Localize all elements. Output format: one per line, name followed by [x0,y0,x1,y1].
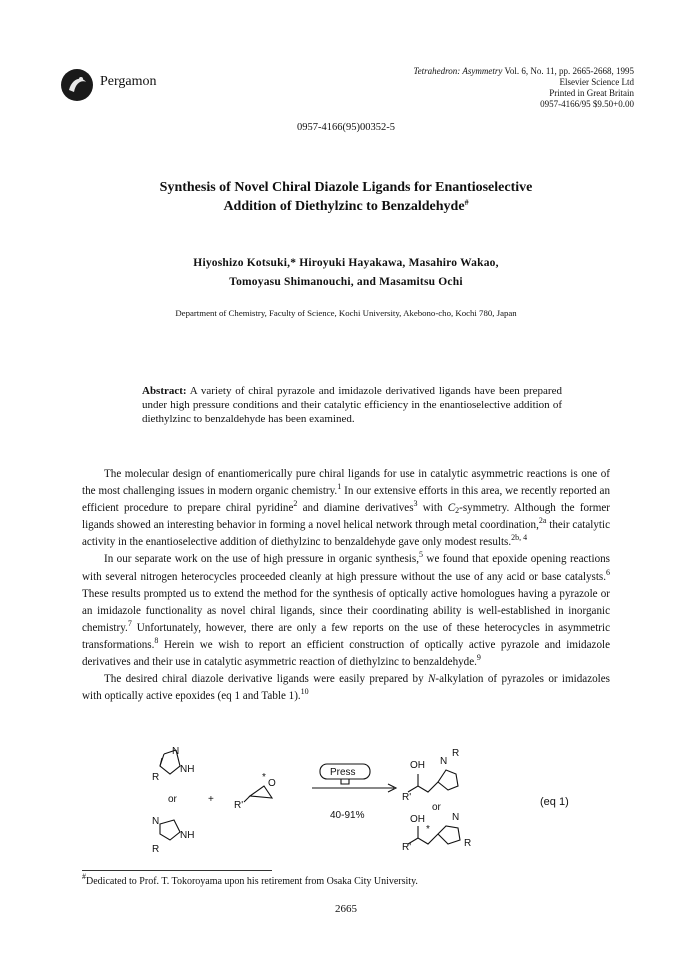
pyrazole-nh: NH [180,764,195,775]
product-n-bottom: N [452,812,460,823]
product-r-prime-bottom: R' [402,842,412,853]
plus-sign: + [208,794,214,805]
citation: Vol. 6, No. 11, pp. 2665-2668, 1995 [504,66,634,76]
page-number: 2665 [335,903,357,915]
or-left: or [168,794,177,805]
journal-metadata [413,66,634,110]
footnote-rule [82,870,272,871]
ref-2: 2 [293,499,298,509]
product-r-prime-top: R' [402,792,412,803]
imidazole-r: R [152,844,160,855]
paper-title [60,178,632,216]
authors-line-1: Hiyoshizo Kotsuki,* Hiroyuki Hayakawa, Masahiro Wakao, [193,257,499,269]
yield-label: 40-91% [330,810,365,821]
imidazole-n: N [152,816,160,827]
printed-location: Printed in Great Britain [549,88,634,98]
body-text [82,466,610,705]
ref-8: 8 [154,635,159,645]
product-r-top: R [452,748,460,759]
ref-5: 5 [418,550,423,560]
ref-9: 9 [476,653,481,663]
paragraph-2: In our separate work on the use of high pressure in organic synthesis,$^5$ we found that epoxide opening reactions with several nitrogen heterocycles proceeded cleanly at high pressure without the use of any acid or base catalysts.$^6$ These results prompted us to extend the method for the synthesis of optically active homologues having a pyrazole or an imidazole functionality as novel chiral ligands, since their coordinating ability is well-established in inorganic chemistry.$^7$ Unfortunately, however, there are only a few reports on the use of these heterocycles in asymmetric transformations.$^8$ Herein we wish to report an efficient construction of optically active pyrazole and imidazole derivatives and their use in catalytic asymmetric reaction of diethylzinc to benzaldehyde.$^9$ [82,550,610,669]
ref-3: 3 [413,499,418,509]
title-mark: # [464,198,469,207]
paragraph-3: The desired chiral diazole derivative ligands were easily prepared by N-alkylation of pyrazoles or imidazoles with optically active epoxides (eq 1 and Table 1).$^{10}$ [82,673,610,703]
epoxide-o: O [268,778,276,789]
authors-line-2: Tomoyasu Shimanouchi, and Masamitsu Ochi [229,276,463,288]
doi: 0957-4166(95)00352-5 [297,122,395,133]
epoxide-r-prime: R' [234,800,244,811]
footnote-mark: # [82,872,86,881]
authors [60,254,632,292]
reaction-scheme [140,746,560,856]
abstract-text: A variety of chiral pyrazole and imidazole derivatived ligands have been prepared under high pressure conditions and their catalytic efficiency in the enantioselective addition of diethylzinc to benzaldehyde has been examined. [142,385,562,425]
abstract [142,384,562,426]
press-label: Press [330,767,356,778]
pyrazole-n: N [172,746,180,757]
paragraph-1: The molecular design of enantiomerically pure chiral ligands for use in catalytic asymmetric reactions is one of the most challenging issues in modern organic chemistry.$^1$ In our extensive efforts in this area, we recently reported an efficient procedure to prepare chiral pyridine$^2$ and diamine derivatives$^3$ with $C_2$-symmetry. Although the former ligands showed an interesting behavior in forming a novel helical network through metal coordination,$^{2a}$ their catalytic activity in the enantioselective addition of diethylzinc to benzaldehyde gave only modest results.$^{2b, 4}$ [82,468,611,549]
footnote [82,872,418,887]
ref-7: 7 [127,618,132,628]
abstract-label: Abstract: [142,385,187,397]
journal-name: Tetrahedron: Asymmetry [413,66,503,76]
product-r-bottom: R [464,838,472,849]
footnote-text: Dedicated to Prof. T. Tokoroyama upon his retirement from Osaka City University. [86,876,418,887]
ref-6: 6 [606,567,610,577]
ref-2a: 2a [538,516,547,526]
affiliation: Department of Chemistry, Faculty of Science, Kochi University, Akebono-cho, Kochi 780, Japan [175,308,517,318]
product-n-top: N [440,756,448,767]
ref-1: 1 [337,482,342,492]
title-line-1: Synthesis of Novel Chiral Diazole Ligands for Enantioselective [159,180,533,195]
or-right: or [432,802,441,813]
product-oh-bottom: OH [410,814,425,825]
price: 0957-4166/95 $9.50+0.00 [540,99,634,109]
publisher-name: Pergamon [100,74,157,89]
imidazole-nh: NH [180,830,195,841]
pergamon-logo [60,68,94,102]
copyright: Elsevier Science Ltd [559,77,634,87]
product-oh-top: OH [410,760,425,771]
product-star-bottom: * [426,824,430,835]
pyrazole-r: R [152,772,160,783]
ref-10: 10 [300,687,309,697]
ref-2b-4: 2b, 4 [511,533,528,543]
epoxide-star: * [262,772,266,783]
equation-label: (eq 1) [540,796,569,808]
title-line-2: Addition of Diethylzinc to Benzaldehyde [223,199,465,214]
